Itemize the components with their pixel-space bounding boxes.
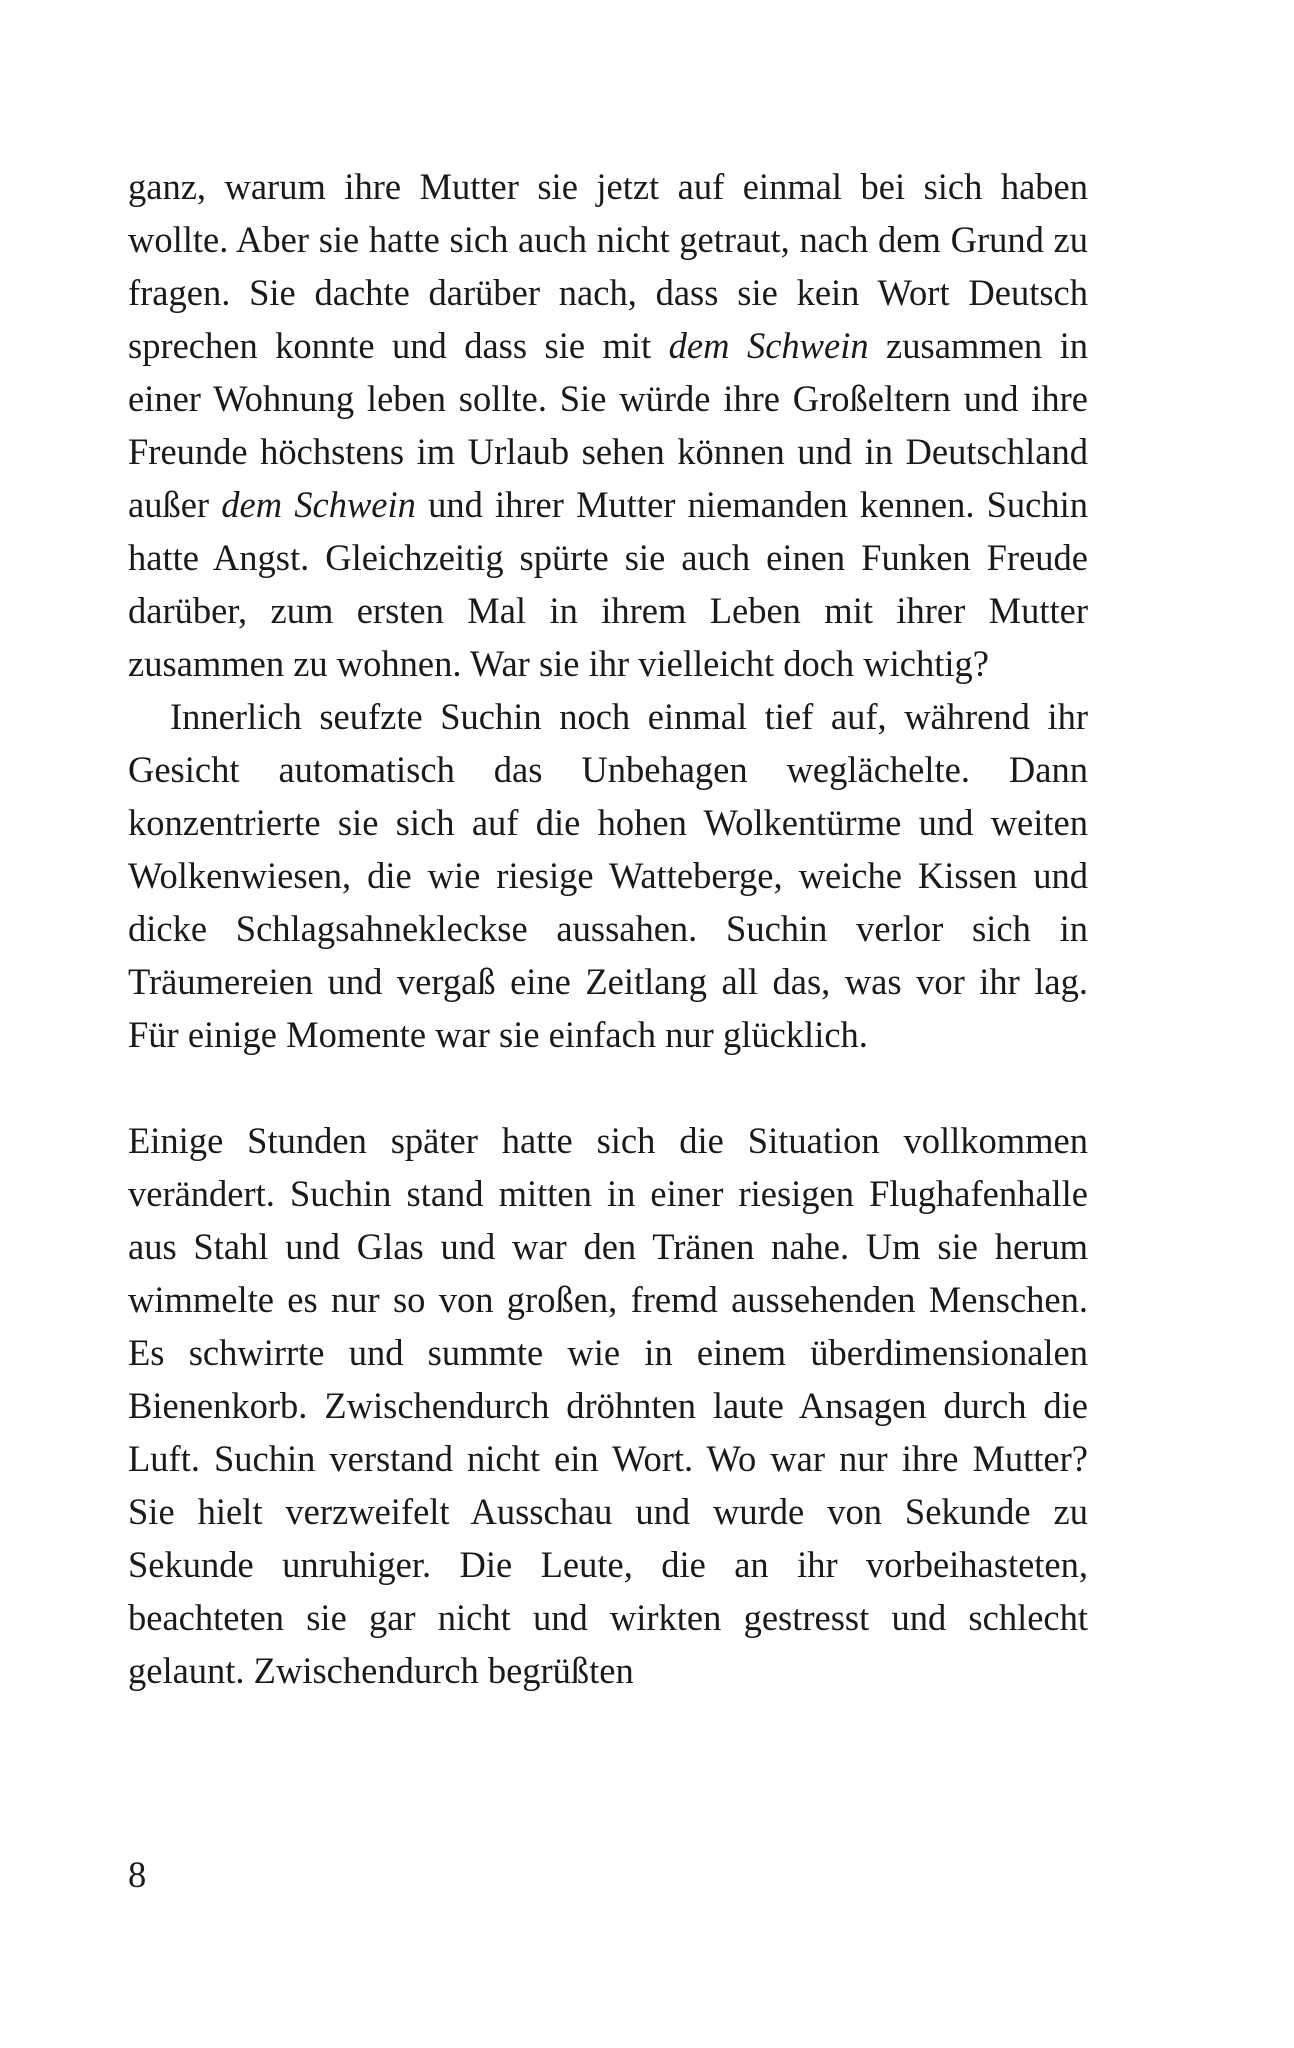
paragraph-text: ganz, warum ihre Mutter sie jetzt auf einmal bei sich haben wollte. Aber sie hatte sich auch nicht getraut, nach dem Grund zu fragen. Sie dachte darüber nach, dass sie kein Wort Deutsch sprechen konnte und dass sie mit (128, 166, 1088, 366)
paragraph-text: zusammen in einer Wohnung leben sollte. Sie würde ihre Großeltern und ihre Freunde höchstens im Urlaub sehen können und in Deutschland außer (128, 325, 1088, 525)
scene-break (128, 1061, 1088, 1114)
emphasis-text: dem Schwein (668, 325, 869, 366)
paragraph-text: und ihrer Mutter niemanden kennen. Suchin hatte Angst. Gleichzeitig spürte sie auch einen Funken Freude darüber, zum ersten Mal in ihrem Leben mit ihrer Mutter zusammen zu wohnen. War sie ihr vielleicht doch wichtig? (128, 484, 1089, 684)
page-body (128, 160, 1088, 1697)
paragraph-continued (128, 160, 1088, 690)
paragraph: Innerlich seufzte Suchin noch einmal tief auf, während ihr Gesicht automatisch das Unbehagen weglächelte. Dann konzentrierte sie sich auf die hohen Wolkentürme und weiten Wolkenwiesen, die wie riesige Watteberge, weiche Kissen und dicke Schlagsahnekleckse aussahen. Suchin verlor sich in Träumereien und vergaß eine Zeitlang all das, was vor ihr lag. Für einige Momente war sie einfach nur glücklich. (128, 696, 1088, 1055)
paragraph: Einige Stunden später hatte sich die Situation vollkommen verändert. Suchin stand mitten in einer riesigen Flughafenhalle aus Stahl und Glas und war den Tränen nahe. Um sie herum wimmelte es nur so von großen, fremd aussehenden Menschen. Es schwirrte und summte wie in einem überdimensionalen Bienenkorb. Zwischendurch dröhnten laute Ansagen durch die Luft. Suchin verstand nicht ein Wort. Wo war nur ihre Mutter? Sie hielt verzweifelt Ausschau und wurde von Sekunde zu Sekunde unruhiger. Die Leute, die an ihr vorbeihasteten, beachteten sie gar nicht und wirkten gestresst und schlecht gelaunt. Zwischendurch begrüßten (128, 1120, 1088, 1691)
page-number: 8 (128, 1854, 147, 1895)
emphasis-text: dem Schwein (221, 484, 416, 525)
